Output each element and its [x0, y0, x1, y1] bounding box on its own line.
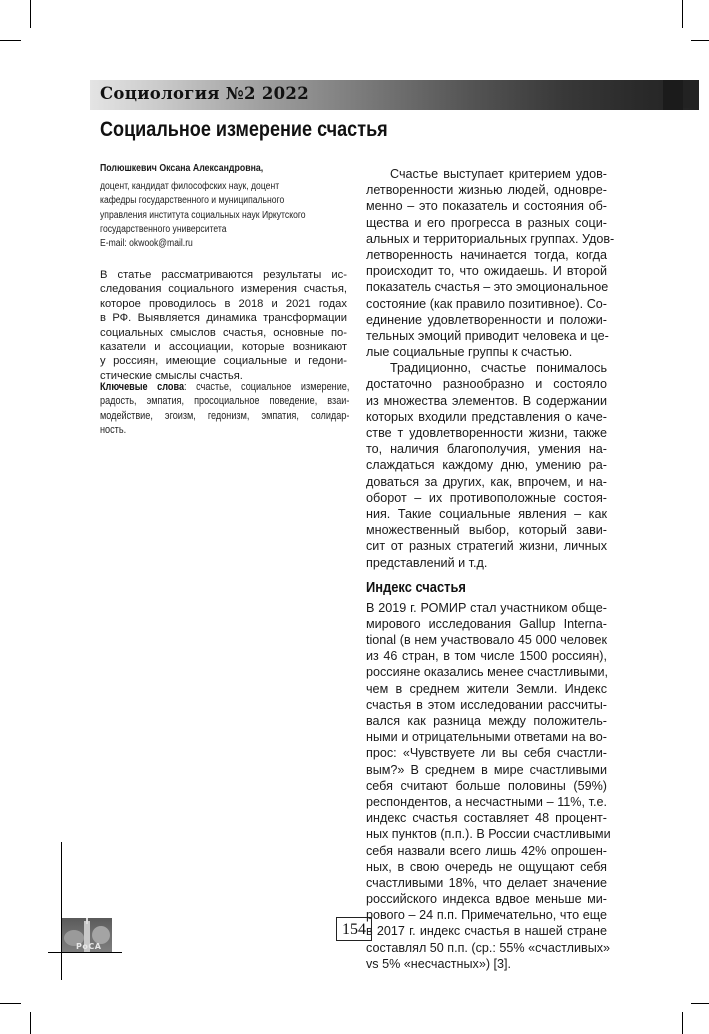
- abstract-line: стические смыслы счастья.: [100, 369, 243, 382]
- body-line: вым?» В среднем в мире счастливыми: [366, 762, 607, 777]
- body-line: ния. Такие социальные явления – как: [366, 506, 607, 521]
- body-line: слаждаться каждому дню, умению ра-: [366, 458, 607, 473]
- logo-text: РоСА: [76, 942, 102, 951]
- body-line: щества и его прогресса в разных соци-: [366, 215, 607, 230]
- keywords: [100, 380, 349, 437]
- body-line: составлял 50 п.п. (ср.: 55% «счастливых»: [366, 940, 611, 955]
- crop-mark: [48, 952, 122, 953]
- crop-mark: [691, 1003, 709, 1004]
- keywords-text: : счастье, социальное измерение,: [184, 381, 350, 393]
- crop-mark: [682, 1012, 683, 1034]
- abstract-line: следования социального измерения счастья,: [100, 283, 347, 296]
- body-line: чем в среднем жители Земли. Индекс: [366, 681, 607, 696]
- author-email[interactable]: E-mail: okwook@mail.ru: [100, 238, 193, 250]
- body-line: показатель счастья – это эмоциональное: [366, 280, 609, 295]
- article-body: [366, 166, 615, 972]
- author-block: [100, 163, 350, 251]
- body-line: множественный выбор, который зави-: [366, 523, 607, 538]
- body-line: себя считают больше половины (59%): [366, 778, 607, 793]
- body-line: то, наличия благополучия, умения на-: [366, 442, 607, 457]
- abstract-line: у россиян, имеющие социальные и гедони-: [100, 355, 347, 368]
- paragraph-1: [366, 166, 615, 360]
- crop-mark: [691, 40, 709, 41]
- body-line: сит от разных стратегий жизни, личных: [366, 539, 607, 554]
- body-line: индекс счастья составляет 48 процент-: [366, 811, 607, 826]
- body-line: альных и территориальных группах. Удов-: [366, 231, 615, 246]
- author-affiliation-line: доцент, кандидат философских наук, доцент: [100, 181, 280, 192]
- body-line: tional (в нем участвовало 45 000 человек: [366, 633, 607, 648]
- body-line: себя назвали всего лишь 42% опрошен-: [366, 843, 607, 858]
- body-line: россияне оказались менее счастливыми,: [366, 665, 609, 680]
- body-line: счастья в этом исследовании рассчиты-: [366, 697, 607, 712]
- body-line: состояние (как правило позитивное). Со-: [366, 296, 607, 311]
- body-line: ных пунктов (п.п.). В России счастливыми: [366, 827, 611, 842]
- body-line: летворенности жизнью людей, одновре-: [366, 183, 607, 198]
- page-number: 154: [336, 917, 372, 941]
- article-title: Социальное измерение счастья: [100, 118, 388, 141]
- paragraph-2: [366, 360, 607, 570]
- keywords-line: модействие, эгоизм, гедонизм, эмпатия, солидар-: [100, 409, 350, 422]
- crop-mark: [61, 842, 62, 980]
- abstract-line: в РФ. Выявляется динамика трансформации: [100, 312, 347, 325]
- crop-mark: [682, 0, 683, 28]
- logo-spire-icon: [86, 918, 88, 924]
- body-line: лые социальные группы к счастью.: [366, 345, 573, 360]
- body-line: респондентов, а несчастными – 11%, т.е.: [366, 794, 607, 809]
- keywords-line: ность.: [100, 423, 127, 436]
- abstract-line: В статье рассматриваются результаты ис-: [100, 269, 347, 281]
- author-affiliation-line: кафедры государственного и муниципального: [100, 195, 285, 207]
- crop-mark: [0, 1003, 21, 1004]
- author-affiliation-line: управления института социальных наук Иркутского: [100, 209, 306, 221]
- body-line: рового – 24 п.п. Примечательно, что еще: [366, 908, 607, 923]
- paragraph-3: [366, 600, 611, 972]
- body-line: Счастье выступает критерием удов-: [390, 167, 607, 181]
- abstract-line: казатели и ассоциации, которые возникают: [100, 341, 347, 354]
- body-line: менно – это показатель и состояния об-: [366, 199, 607, 214]
- abstract: [100, 268, 347, 383]
- header-dark-block: [663, 80, 683, 110]
- crop-mark: [30, 0, 31, 28]
- body-line: стве т удовлетворенности жизни, также: [366, 426, 607, 440]
- body-line: ных, в свою очередь не ощущают себя: [366, 859, 607, 874]
- abstract-line: которое проводилось в 2018 и 2021 годах: [100, 297, 347, 310]
- body-line: происходит то, что ожидаешь. И второй: [366, 264, 607, 279]
- body-line: из 46 стран, в том числе 1500 россиян),: [366, 649, 607, 664]
- section-heading: Индекс счастья: [366, 578, 466, 596]
- crop-mark: [30, 1012, 31, 1034]
- keywords-label: Ключевые слова: [100, 381, 185, 393]
- body-line: которых входили представления о каче-: [366, 409, 607, 424]
- body-line: вался как разница между положитель-: [366, 714, 607, 728]
- body-line: российского индекса вдвое меньше ми-: [366, 892, 607, 907]
- body-line: мирового исследования Gallup Interna-: [366, 616, 607, 631]
- header-end-block: [683, 80, 699, 108]
- body-line: летворенность начинается тогда, когда: [366, 247, 607, 262]
- journal-title: Социология №2 2022: [100, 84, 309, 103]
- body-line: в 2017 г. индекс счастья в нашей стране: [366, 924, 607, 939]
- rosa-logo: [62, 918, 112, 952]
- author-name: Полюшкевич Оксана Александровна,: [100, 163, 264, 174]
- body-line: Традиционно, счастье понималось: [390, 361, 607, 376]
- body-line: из множества элементов. В содержании: [366, 393, 607, 408]
- abstract-line: социальных смыслов счастья, основные по-: [100, 326, 347, 339]
- crop-mark: [0, 40, 21, 41]
- body-line: оборот – их противоположные состоя-: [366, 490, 607, 505]
- body-line: тельных эмоций приводит человека и це-: [366, 328, 609, 343]
- body-line: единение удовлетворенности и положи-: [366, 312, 607, 327]
- body-line: В 2019 г. РОМИР стал участником обще-: [366, 600, 607, 615]
- body-line: достаточно разнообразно и состояло: [366, 377, 607, 392]
- body-line: счастливыми 18%, что делает значение: [366, 875, 607, 890]
- journal-header-band: [90, 80, 699, 110]
- body-line: ными и отрицательными ответами на во-: [366, 730, 607, 745]
- body-line: доваться за других, как, впрочем, и на-: [366, 474, 607, 489]
- body-line: прос: «Чувствуете ли вы себя счастли-: [366, 746, 607, 761]
- author-affiliation-line: государственного университета: [100, 223, 227, 235]
- body-line: vs 5% «несчастных») [3].: [366, 956, 512, 971]
- body-line: представлений и т.д.: [366, 555, 488, 570]
- keywords-line: радость, эмпатия, просоциальное поведение, взаи-: [100, 395, 350, 408]
